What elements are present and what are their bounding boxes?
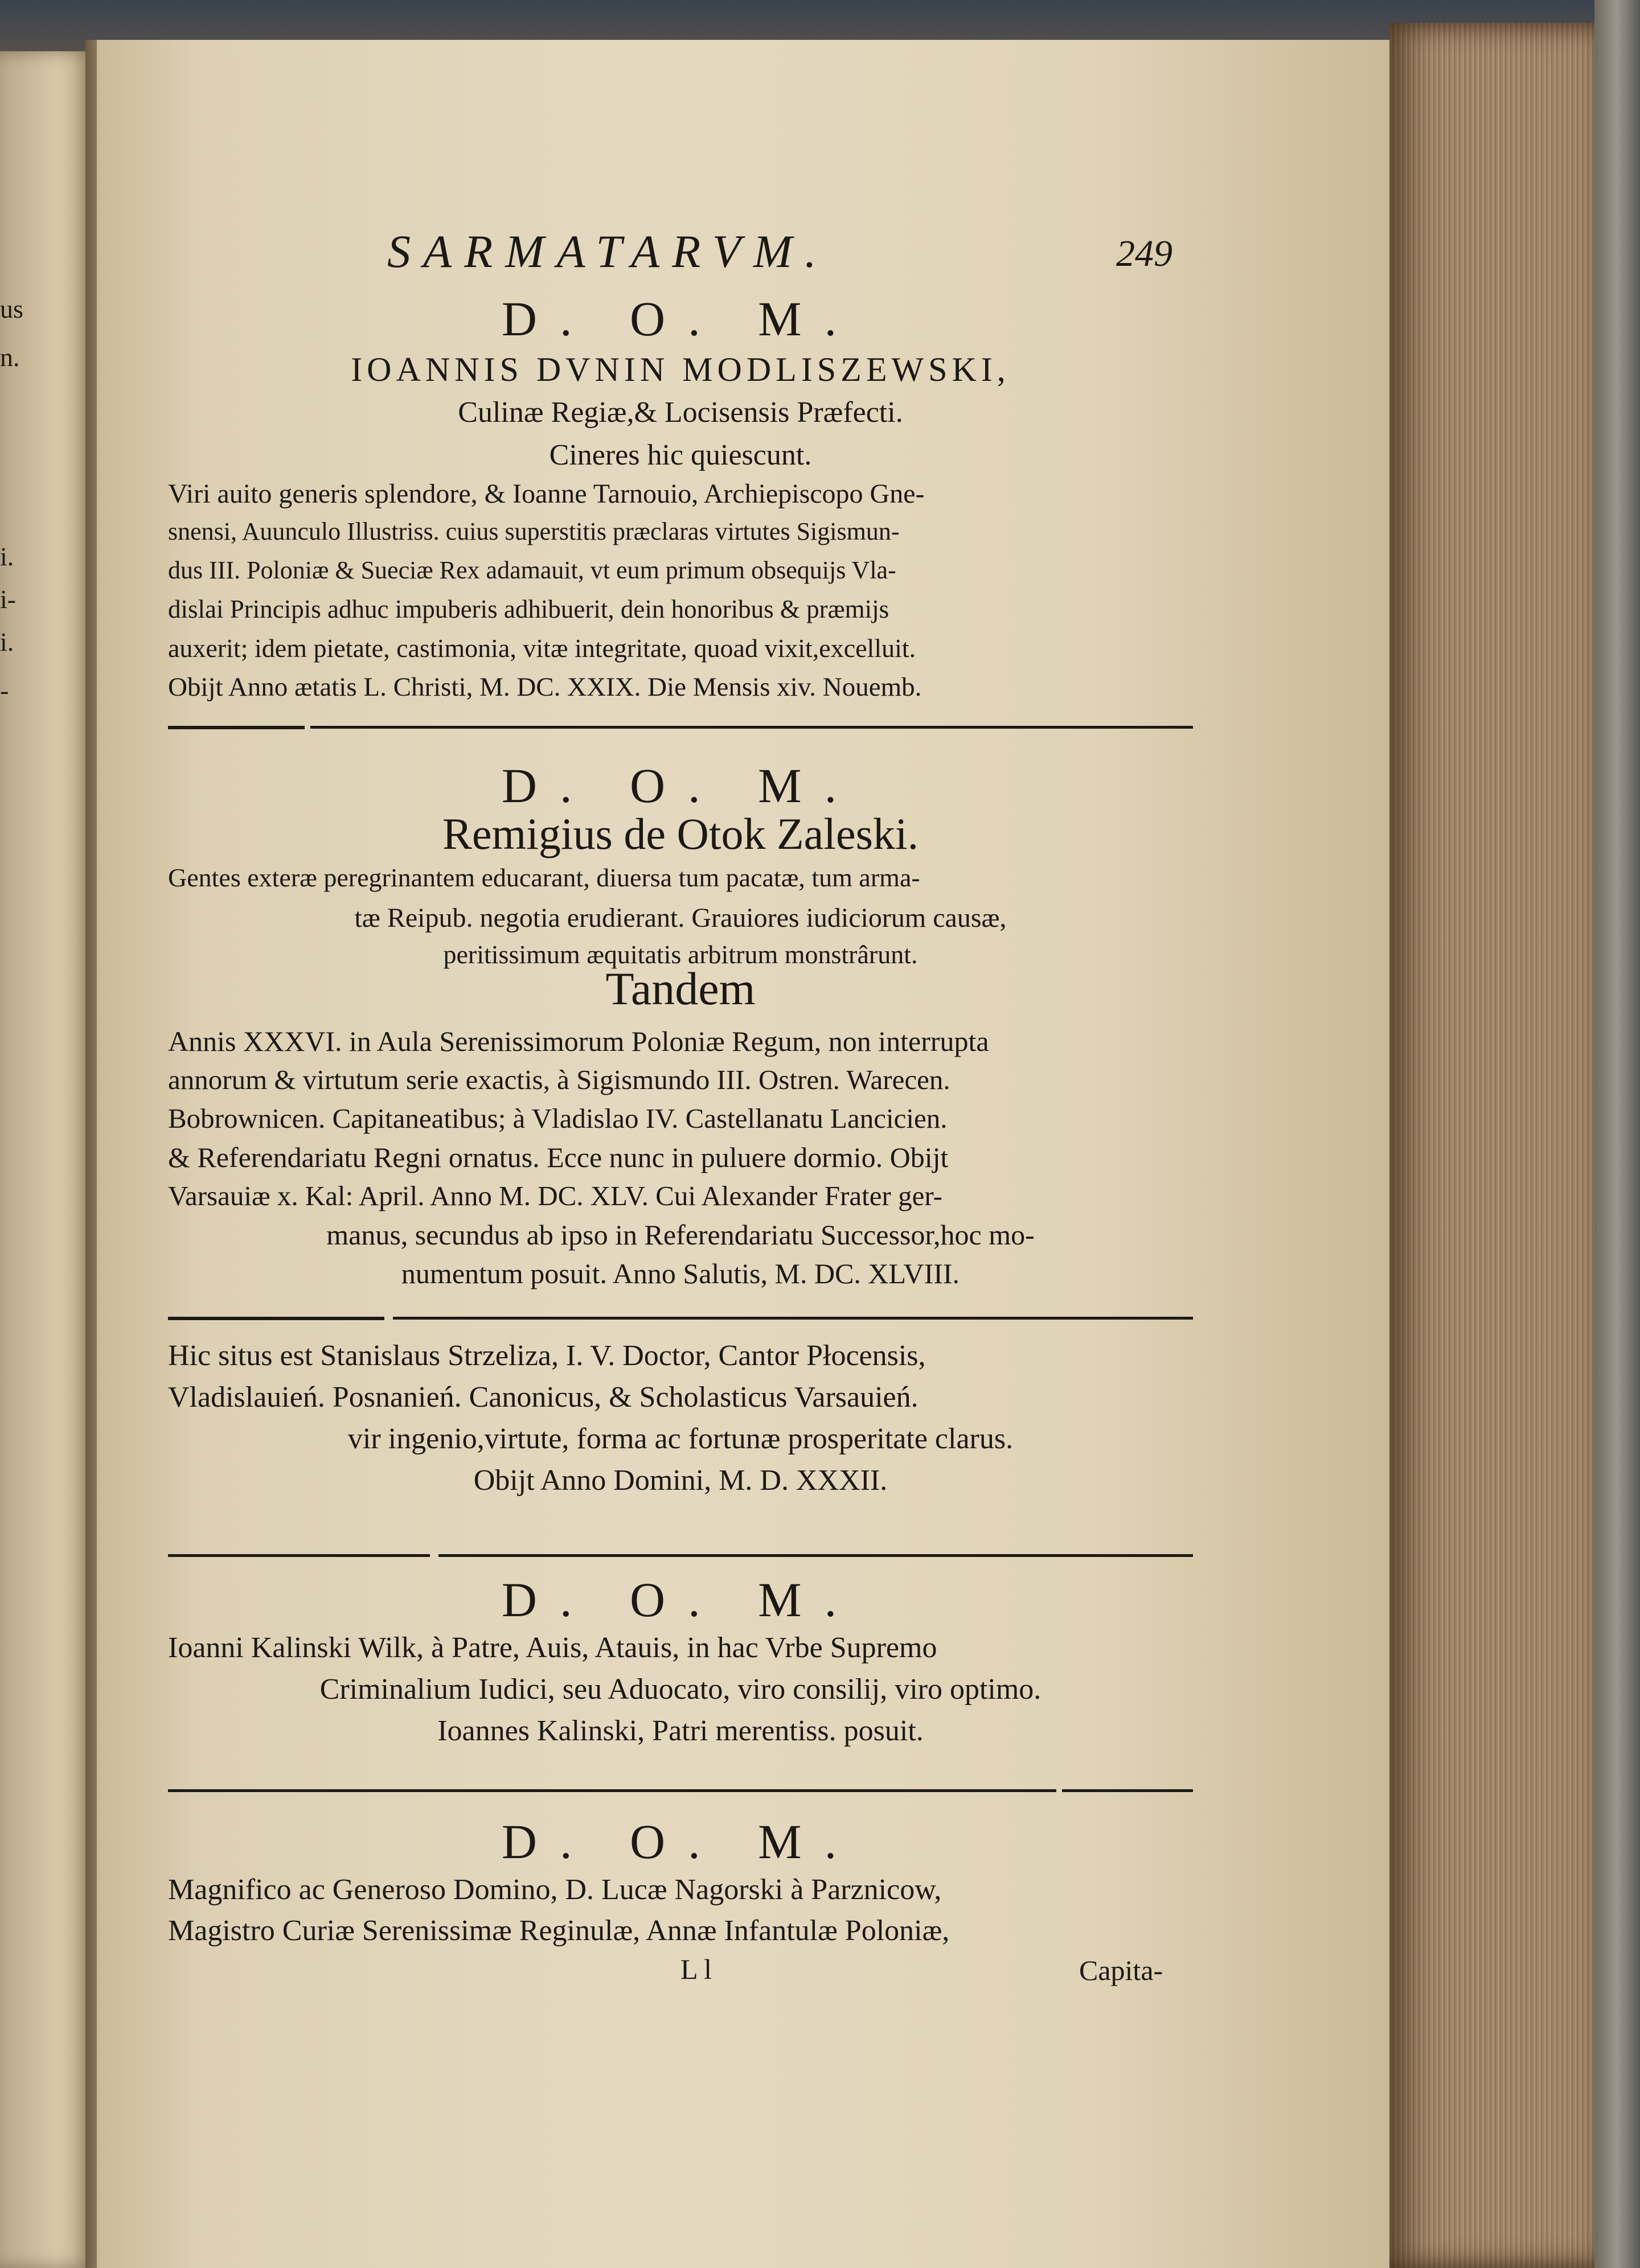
inscription-3-line: Vladislauień. Posnanień. Canonicus, & Scholasticus Varsauień. [168, 1381, 919, 1414]
inscription-3-line: Hic situs est Stanislaus Strzeliza, I. V. Doctor, Cantor Płocensis, [168, 1340, 926, 1372]
margin-fragment: - [0, 676, 9, 705]
inscription-2-line: Bobrownicen. Capitaneatibus; à Vladislao IV. Castellanatu Lancicien. [168, 1103, 948, 1134]
inscription-1-line: Culinæ Regiæ,& Locisensis Præfecti. [458, 396, 903, 429]
inscription-2-line: peritissimum æquitatis arbitrum monstrârunt. [443, 940, 918, 969]
margin-fragment: i- [0, 585, 17, 614]
inscription-2-line: tæ Reipub. negotia erudierant. Grauiores iudiciorum causæ, [354, 903, 1007, 933]
running-head: SARMATARVM. [387, 225, 829, 277]
separator-rule [168, 726, 305, 729]
inscription-3-line: vir ingenio,virtute, forma ac fortunæ prosperitate clarus. [347, 1423, 1014, 1455]
left-page [0, 51, 94, 2268]
inscription-2-line: numentum posuit. Anno Salutis, M. DC. XLVIII. [401, 1258, 960, 1289]
inscription-1-name: IOANNIS DVNIN MODLISZEWSKI, [351, 351, 1010, 388]
inscription-1-line: Cineres hic quiescunt. [549, 439, 812, 471]
separator-rule [393, 1317, 1193, 1320]
inscription-1-line: dus III. Poloniæ & Sueciæ Rex adamauit, vt eum primum obsequijs Vla- [168, 556, 896, 584]
separator-rule [438, 1554, 1193, 1557]
margin-fragment: i. [0, 627, 14, 656]
inscription-1-line: dislai Principis adhuc impuberis adhibuerit, dein honoribus & præmijs [168, 595, 889, 623]
margin-fragment: n. [0, 343, 20, 372]
inscription-4-line: Ioannes Kalinski, Patri merentiss. posuit. [437, 1715, 924, 1747]
margin-fragment: i. [0, 542, 14, 571]
inscription-2-subheading: Tandem [605, 963, 756, 1014]
inscription-5-heading: D. O. M. [501, 1814, 860, 1869]
separator-rule [168, 1317, 384, 1320]
inscription-4-line: Criminalium Iudici, seu Aduocato, viro consilij, viro optimo. [319, 1673, 1042, 1706]
separator-rule [168, 1554, 430, 1557]
inscription-5-line: Magistro Curiæ Serenissimæ Reginulæ, Annæ Infantulæ Poloniæ, [168, 1914, 950, 1947]
signature-mark: L l [680, 1953, 712, 1985]
separator-rule [310, 726, 1193, 729]
margin-fragment: us [0, 294, 23, 323]
inscription-2-line: manus, secundus ab ipso in Referendariatu Successor,hoc mo- [326, 1219, 1035, 1251]
inscription-2-line: annorum & virtutum serie exactis, à Sigismundo III. Ostren. Warecen. [168, 1064, 950, 1095]
inscription-1-line: Obijt Anno ætatis L. Christi, M. DC. XXIX. Die Mensis xiv. Nouemb. [168, 672, 922, 702]
inscription-2-line: Varsauiæ x. Kal: April. Anno M. DC. XLV. Cui Alexander Frater ger- [168, 1180, 942, 1211]
inscription-3-line: Obijt Anno Domini, M. D. XXXII. [473, 1464, 888, 1497]
inscription-1-line: Viri auito generis splendore, & Ioanne Tarnouio, Archiepiscopo Gne- [168, 479, 925, 509]
inscription-2-line: Gentes exteræ peregrinantem educarant, diuersa tum pacatæ, tum arma- [168, 863, 920, 892]
page-number: 249 [1116, 233, 1172, 274]
cover-edge [1594, 0, 1640, 2268]
inscription-4-heading: D. O. M. [501, 1572, 860, 1627]
inscription-2-heading: D. O. M. [501, 758, 860, 813]
inscription-1-line: auxerit; idem pietate, castimonia, vitæ integritate, quoad vixit,excelluit. [168, 634, 916, 663]
separator-rule [1062, 1789, 1193, 1792]
inscription-1-heading: D. O. M. [501, 291, 860, 346]
separator-rule [168, 1789, 1056, 1792]
inscription-2-line: & Referendariatu Regni ornatus. Ecce nunc in puluere dormio. Obijt [168, 1141, 949, 1173]
inscription-1-line: snensi, Auunculo Illustriss. cuius superstitis præclaras virtutes Sigismun- [168, 517, 900, 545]
inscription-2-line: Annis XXXVI. in Aula Serenissimorum Poloniæ Regum, non interrupta [168, 1025, 989, 1057]
inscription-4-line: Ioanni Kalinski Wilk, à Patre, Auis, Atauis, in hac Vrbe Supremo [168, 1632, 937, 1664]
inscription-2-name: Remigius de Otok Zaleski. [442, 809, 919, 858]
catchword: Capita- [1079, 1954, 1163, 1986]
inscription-5-line: Magnifico ac Generoso Domino, D. Lucæ Nagorski à Parznicow, [168, 1873, 942, 1906]
page-edges [1389, 23, 1612, 2268]
